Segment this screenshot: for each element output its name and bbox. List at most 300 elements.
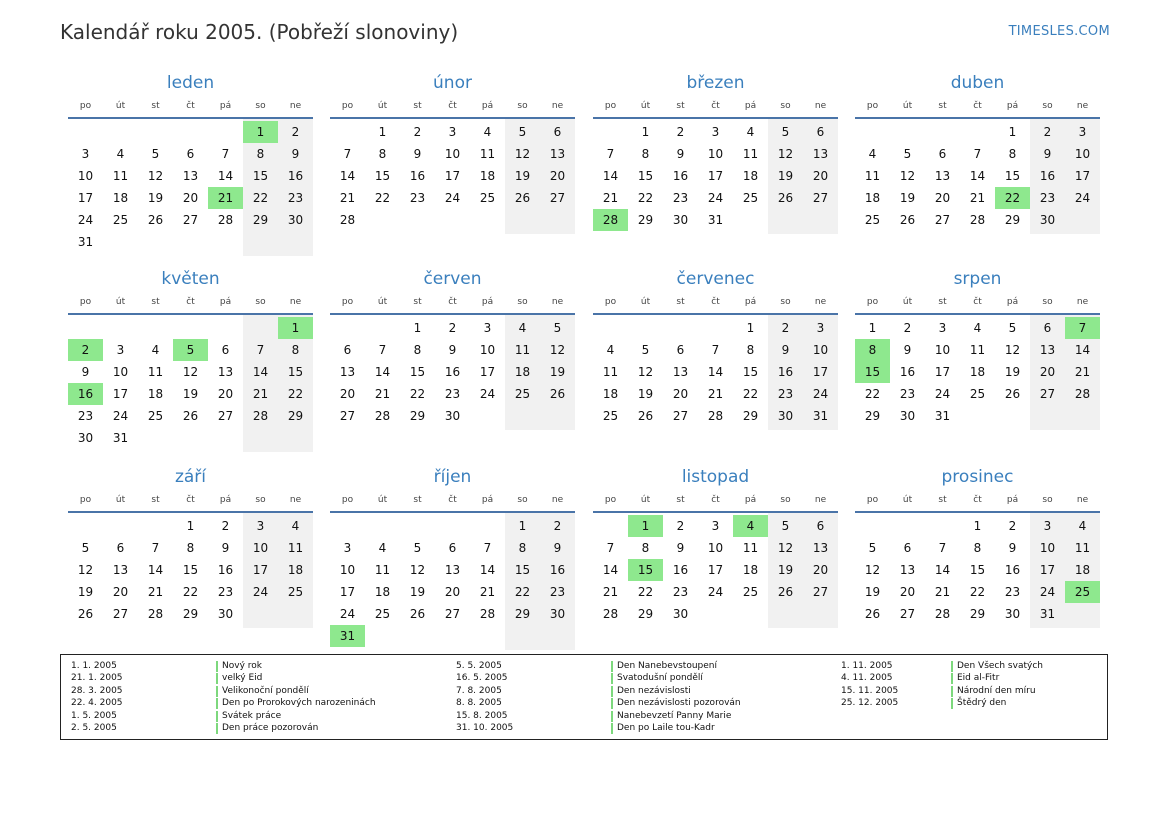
day-cell[interactable]: 22 <box>864 387 881 401</box>
day-cell[interactable]: 11 <box>112 169 129 183</box>
day-cell[interactable]: 14 <box>969 169 986 183</box>
day-cell[interactable]: 3 <box>483 321 492 335</box>
day-cell[interactable]: 23 <box>899 387 916 401</box>
day-cell[interactable]: 3 <box>711 519 720 533</box>
day-cell[interactable]: 29 <box>637 213 654 227</box>
day-cell[interactable]: 10 <box>252 541 269 555</box>
day-cell[interactable]: 1 <box>973 519 982 533</box>
day-cell[interactable]: 28 <box>707 409 724 423</box>
day-cell[interactable]: 20 <box>549 169 566 183</box>
day-cell[interactable]: 16 <box>287 169 304 183</box>
day-cell[interactable]: 3 <box>1078 125 1087 139</box>
day-cell[interactable]: 14 <box>339 169 356 183</box>
day-cell[interactable]: 16 <box>899 365 916 379</box>
day-cell[interactable]: 27 <box>112 607 129 621</box>
holiday-day-cell[interactable]: 28 <box>593 209 628 231</box>
day-cell[interactable]: 22 <box>514 585 531 599</box>
day-cell[interactable]: 23 <box>287 191 304 205</box>
day-cell[interactable]: 3 <box>116 343 125 357</box>
day-cell[interactable]: 19 <box>77 585 94 599</box>
day-cell[interactable]: 3 <box>711 125 720 139</box>
day-cell[interactable]: 20 <box>934 191 951 205</box>
day-cell[interactable]: 19 <box>147 191 164 205</box>
day-cell[interactable]: 4 <box>378 541 387 555</box>
day-cell[interactable]: 24 <box>252 585 269 599</box>
day-cell[interactable]: 26 <box>514 191 531 205</box>
day-cell[interactable]: 8 <box>186 541 195 555</box>
day-cell[interactable]: 16 <box>1039 169 1056 183</box>
day-cell[interactable]: 19 <box>409 585 426 599</box>
day-cell[interactable]: 9 <box>1043 147 1052 161</box>
day-cell[interactable]: 17 <box>479 365 496 379</box>
day-cell[interactable]: 24 <box>707 191 724 205</box>
holiday-day-cell[interactable]: 1 <box>628 515 663 537</box>
day-cell[interactable]: 13 <box>812 541 829 555</box>
day-cell[interactable]: 10 <box>112 365 129 379</box>
day-cell[interactable]: 13 <box>1039 343 1056 357</box>
day-cell[interactable]: 1 <box>746 321 755 335</box>
day-cell[interactable]: 18 <box>742 169 759 183</box>
day-cell[interactable]: 21 <box>147 585 164 599</box>
day-cell[interactable]: 14 <box>1074 343 1091 357</box>
day-cell[interactable]: 25 <box>374 607 391 621</box>
day-cell[interactable]: 21 <box>934 585 951 599</box>
holiday-day-cell[interactable]: 25 <box>1065 581 1100 603</box>
day-cell[interactable]: 25 <box>147 409 164 423</box>
day-cell[interactable]: 8 <box>378 147 387 161</box>
day-cell[interactable]: 22 <box>409 387 426 401</box>
day-cell[interactable]: 16 <box>1004 563 1021 577</box>
day-cell[interactable]: 15 <box>252 169 269 183</box>
day-cell[interactable]: 1 <box>1008 125 1017 139</box>
day-cell[interactable]: 13 <box>112 563 129 577</box>
day-cell[interactable]: 12 <box>514 147 531 161</box>
day-cell[interactable]: 20 <box>899 585 916 599</box>
day-cell[interactable]: 17 <box>1074 169 1091 183</box>
day-cell[interactable]: 10 <box>77 169 94 183</box>
day-cell[interactable]: 2 <box>1008 519 1017 533</box>
day-cell[interactable]: 21 <box>602 191 619 205</box>
day-cell[interactable]: 15 <box>182 563 199 577</box>
day-cell[interactable]: 7 <box>378 343 387 357</box>
day-cell[interactable]: 25 <box>969 387 986 401</box>
day-cell[interactable]: 16 <box>777 365 794 379</box>
day-cell[interactable]: 9 <box>676 147 685 161</box>
day-cell[interactable]: 8 <box>291 343 300 357</box>
day-cell[interactable]: 22 <box>374 191 391 205</box>
day-cell[interactable]: 13 <box>934 169 951 183</box>
day-cell[interactable]: 7 <box>973 147 982 161</box>
day-cell[interactable]: 2 <box>676 125 685 139</box>
day-cell[interactable]: 17 <box>707 563 724 577</box>
day-cell[interactable]: 10 <box>339 563 356 577</box>
day-cell[interactable]: 31 <box>707 213 724 227</box>
day-cell[interactable]: 17 <box>112 387 129 401</box>
day-cell[interactable]: 24 <box>707 585 724 599</box>
day-cell[interactable]: 26 <box>549 387 566 401</box>
day-cell[interactable]: 28 <box>1074 387 1091 401</box>
day-cell[interactable]: 11 <box>374 563 391 577</box>
day-cell[interactable]: 6 <box>221 343 230 357</box>
day-cell[interactable]: 14 <box>934 563 951 577</box>
day-cell[interactable]: 18 <box>1074 563 1091 577</box>
day-cell[interactable]: 8 <box>1008 147 1017 161</box>
day-cell[interactable]: 30 <box>444 409 461 423</box>
holiday-day-cell[interactable]: 15 <box>855 361 890 383</box>
day-cell[interactable]: 11 <box>864 169 881 183</box>
day-cell[interactable]: 1 <box>186 519 195 533</box>
day-cell[interactable]: 20 <box>812 169 829 183</box>
day-cell[interactable]: 28 <box>374 409 391 423</box>
day-cell[interactable]: 17 <box>77 191 94 205</box>
day-cell[interactable]: 23 <box>672 191 689 205</box>
day-cell[interactable]: 8 <box>256 147 265 161</box>
day-cell[interactable]: 6 <box>1043 321 1052 335</box>
day-cell[interactable]: 3 <box>938 321 947 335</box>
day-cell[interactable]: 5 <box>553 321 562 335</box>
day-cell[interactable]: 14 <box>602 563 619 577</box>
day-cell[interactable]: 20 <box>112 585 129 599</box>
day-cell[interactable]: 23 <box>1004 585 1021 599</box>
day-cell[interactable]: 6 <box>816 125 825 139</box>
day-cell[interactable]: 16 <box>217 563 234 577</box>
day-cell[interactable]: 20 <box>444 585 461 599</box>
day-cell[interactable]: 22 <box>742 387 759 401</box>
day-cell[interactable]: 19 <box>637 387 654 401</box>
day-cell[interactable]: 23 <box>217 585 234 599</box>
day-cell[interactable]: 6 <box>186 147 195 161</box>
day-cell[interactable]: 9 <box>448 343 457 357</box>
day-cell[interactable]: 12 <box>147 169 164 183</box>
day-cell[interactable]: 17 <box>339 585 356 599</box>
day-cell[interactable]: 9 <box>1008 541 1017 555</box>
day-cell[interactable]: 29 <box>182 607 199 621</box>
day-cell[interactable]: 19 <box>899 191 916 205</box>
day-cell[interactable]: 30 <box>777 409 794 423</box>
day-cell[interactable]: 9 <box>781 343 790 357</box>
holiday-day-cell[interactable]: 15 <box>628 559 663 581</box>
day-cell[interactable]: 4 <box>606 343 615 357</box>
day-cell[interactable]: 29 <box>409 409 426 423</box>
holiday-day-cell[interactable]: 7 <box>1065 317 1100 339</box>
day-cell[interactable]: 28 <box>339 213 356 227</box>
day-cell[interactable]: 24 <box>444 191 461 205</box>
day-cell[interactable]: 31 <box>934 409 951 423</box>
day-cell[interactable]: 9 <box>221 541 230 555</box>
day-cell[interactable]: 9 <box>553 541 562 555</box>
day-cell[interactable]: 5 <box>81 541 90 555</box>
day-cell[interactable]: 13 <box>899 563 916 577</box>
day-cell[interactable]: 3 <box>81 147 90 161</box>
day-cell[interactable]: 19 <box>514 169 531 183</box>
day-cell[interactable]: 15 <box>409 365 426 379</box>
day-cell[interactable]: 12 <box>182 365 199 379</box>
day-cell[interactable]: 26 <box>409 607 426 621</box>
holiday-day-cell[interactable]: 22 <box>995 187 1030 209</box>
day-cell[interactable]: 15 <box>287 365 304 379</box>
day-cell[interactable]: 7 <box>151 541 160 555</box>
day-cell[interactable]: 4 <box>483 125 492 139</box>
day-cell[interactable]: 6 <box>343 343 352 357</box>
day-cell[interactable]: 23 <box>777 387 794 401</box>
day-cell[interactable]: 15 <box>637 169 654 183</box>
day-cell[interactable]: 17 <box>1039 563 1056 577</box>
day-cell[interactable]: 12 <box>549 343 566 357</box>
day-cell[interactable]: 29 <box>252 213 269 227</box>
day-cell[interactable]: 20 <box>217 387 234 401</box>
day-cell[interactable]: 1 <box>378 125 387 139</box>
site-link[interactable]: TIMESLES.COM <box>1008 24 1110 39</box>
day-cell[interactable]: 18 <box>742 563 759 577</box>
day-cell[interactable]: 1 <box>868 321 877 335</box>
day-cell[interactable]: 20 <box>182 191 199 205</box>
day-cell[interactable]: 14 <box>252 365 269 379</box>
day-cell[interactable]: 29 <box>1004 213 1021 227</box>
day-cell[interactable]: 25 <box>602 409 619 423</box>
day-cell[interactable]: 4 <box>746 125 755 139</box>
day-cell[interactable]: 30 <box>899 409 916 423</box>
day-cell[interactable]: 6 <box>448 541 457 555</box>
day-cell[interactable]: 23 <box>549 585 566 599</box>
day-cell[interactable]: 18 <box>514 365 531 379</box>
day-cell[interactable]: 13 <box>672 365 689 379</box>
holiday-day-cell[interactable]: 4 <box>733 515 768 537</box>
day-cell[interactable]: 9 <box>903 343 912 357</box>
day-cell[interactable]: 13 <box>549 147 566 161</box>
day-cell[interactable]: 5 <box>641 343 650 357</box>
day-cell[interactable]: 27 <box>1039 387 1056 401</box>
day-cell[interactable]: 19 <box>1004 365 1021 379</box>
day-cell[interactable]: 14 <box>707 365 724 379</box>
day-cell[interactable]: 7 <box>711 343 720 357</box>
day-cell[interactable]: 7 <box>606 541 615 555</box>
day-cell[interactable]: 14 <box>374 365 391 379</box>
day-cell[interactable]: 8 <box>746 343 755 357</box>
day-cell[interactable]: 8 <box>518 541 527 555</box>
day-cell[interactable]: 8 <box>973 541 982 555</box>
day-cell[interactable]: 10 <box>479 343 496 357</box>
day-cell[interactable]: 12 <box>637 365 654 379</box>
day-cell[interactable]: 19 <box>182 387 199 401</box>
day-cell[interactable]: 28 <box>934 607 951 621</box>
day-cell[interactable]: 23 <box>77 409 94 423</box>
day-cell[interactable]: 10 <box>1039 541 1056 555</box>
day-cell[interactable]: 28 <box>969 213 986 227</box>
day-cell[interactable]: 8 <box>413 343 422 357</box>
day-cell[interactable]: 14 <box>479 563 496 577</box>
day-cell[interactable]: 21 <box>707 387 724 401</box>
day-cell[interactable]: 22 <box>252 191 269 205</box>
day-cell[interactable]: 19 <box>864 585 881 599</box>
day-cell[interactable]: 21 <box>969 191 986 205</box>
day-cell[interactable]: 25 <box>287 585 304 599</box>
day-cell[interactable]: 12 <box>1004 343 1021 357</box>
holiday-day-cell[interactable]: 21 <box>208 187 243 209</box>
day-cell[interactable]: 1 <box>641 125 650 139</box>
holiday-day-cell[interactable]: 16 <box>68 383 103 405</box>
day-cell[interactable]: 26 <box>1004 387 1021 401</box>
day-cell[interactable]: 23 <box>444 387 461 401</box>
day-cell[interactable]: 9 <box>291 147 300 161</box>
day-cell[interactable]: 27 <box>549 191 566 205</box>
day-cell[interactable]: 18 <box>602 387 619 401</box>
day-cell[interactable]: 6 <box>938 147 947 161</box>
day-cell[interactable]: 2 <box>553 519 562 533</box>
day-cell[interactable]: 6 <box>676 343 685 357</box>
day-cell[interactable]: 3 <box>343 541 352 555</box>
holiday-day-cell[interactable]: 5 <box>173 339 208 361</box>
day-cell[interactable]: 3 <box>816 321 825 335</box>
day-cell[interactable]: 22 <box>637 191 654 205</box>
day-cell[interactable]: 3 <box>448 125 457 139</box>
day-cell[interactable]: 29 <box>742 409 759 423</box>
day-cell[interactable]: 2 <box>781 321 790 335</box>
day-cell[interactable]: 26 <box>637 409 654 423</box>
day-cell[interactable]: 30 <box>1039 213 1056 227</box>
day-cell[interactable]: 27 <box>812 191 829 205</box>
day-cell[interactable]: 15 <box>742 365 759 379</box>
day-cell[interactable]: 11 <box>479 147 496 161</box>
day-cell[interactable]: 10 <box>1074 147 1091 161</box>
day-cell[interactable]: 22 <box>182 585 199 599</box>
day-cell[interactable]: 30 <box>287 213 304 227</box>
day-cell[interactable]: 26 <box>77 607 94 621</box>
day-cell[interactable]: 10 <box>812 343 829 357</box>
day-cell[interactable]: 6 <box>116 541 125 555</box>
day-cell[interactable]: 7 <box>938 541 947 555</box>
day-cell[interactable]: 5 <box>413 541 422 555</box>
day-cell[interactable]: 27 <box>339 409 356 423</box>
day-cell[interactable]: 7 <box>606 147 615 161</box>
day-cell[interactable]: 6 <box>903 541 912 555</box>
day-cell[interactable]: 6 <box>816 519 825 533</box>
day-cell[interactable]: 5 <box>151 147 160 161</box>
day-cell[interactable]: 8 <box>641 147 650 161</box>
day-cell[interactable]: 11 <box>514 343 531 357</box>
day-cell[interactable]: 17 <box>444 169 461 183</box>
day-cell[interactable]: 3 <box>256 519 265 533</box>
day-cell[interactable]: 29 <box>637 607 654 621</box>
day-cell[interactable]: 11 <box>602 365 619 379</box>
day-cell[interactable]: 9 <box>81 365 90 379</box>
day-cell[interactable]: 31 <box>112 431 129 445</box>
day-cell[interactable]: 16 <box>672 563 689 577</box>
day-cell[interactable]: 18 <box>374 585 391 599</box>
day-cell[interactable]: 12 <box>864 563 881 577</box>
day-cell[interactable]: 3 <box>1043 519 1052 533</box>
day-cell[interactable]: 5 <box>903 147 912 161</box>
day-cell[interactable]: 17 <box>252 563 269 577</box>
day-cell[interactable]: 30 <box>672 607 689 621</box>
day-cell[interactable]: 18 <box>112 191 129 205</box>
day-cell[interactable]: 21 <box>252 387 269 401</box>
day-cell[interactable]: 22 <box>969 585 986 599</box>
day-cell[interactable]: 20 <box>672 387 689 401</box>
day-cell[interactable]: 25 <box>514 387 531 401</box>
day-cell[interactable]: 30 <box>77 431 94 445</box>
day-cell[interactable]: 7 <box>221 147 230 161</box>
day-cell[interactable]: 10 <box>934 343 951 357</box>
day-cell[interactable]: 29 <box>969 607 986 621</box>
day-cell[interactable]: 2 <box>291 125 300 139</box>
day-cell[interactable]: 26 <box>147 213 164 227</box>
day-cell[interactable]: 4 <box>291 519 300 533</box>
day-cell[interactable]: 20 <box>1039 365 1056 379</box>
day-cell[interactable]: 31 <box>812 409 829 423</box>
day-cell[interactable]: 27 <box>444 607 461 621</box>
day-cell[interactable]: 26 <box>182 409 199 423</box>
day-cell[interactable]: 22 <box>637 585 654 599</box>
day-cell[interactable]: 21 <box>602 585 619 599</box>
day-cell[interactable]: 10 <box>444 147 461 161</box>
day-cell[interactable]: 22 <box>287 387 304 401</box>
day-cell[interactable]: 16 <box>444 365 461 379</box>
day-cell[interactable]: 12 <box>777 147 794 161</box>
day-cell[interactable]: 15 <box>514 563 531 577</box>
holiday-day-cell[interactable]: 1 <box>278 317 313 339</box>
day-cell[interactable]: 24 <box>479 387 496 401</box>
day-cell[interactable]: 16 <box>549 563 566 577</box>
day-cell[interactable]: 16 <box>672 169 689 183</box>
day-cell[interactable]: 24 <box>1039 585 1056 599</box>
day-cell[interactable]: 1 <box>518 519 527 533</box>
day-cell[interactable]: 21 <box>479 585 496 599</box>
day-cell[interactable]: 2 <box>221 519 230 533</box>
day-cell[interactable]: 28 <box>217 213 234 227</box>
day-cell[interactable]: 12 <box>899 169 916 183</box>
day-cell[interactable]: 21 <box>374 387 391 401</box>
day-cell[interactable]: 8 <box>641 541 650 555</box>
day-cell[interactable]: 24 <box>112 409 129 423</box>
day-cell[interactable]: 30 <box>217 607 234 621</box>
day-cell[interactable]: 31 <box>77 235 94 249</box>
day-cell[interactable]: 24 <box>1074 191 1091 205</box>
day-cell[interactable]: 13 <box>339 365 356 379</box>
day-cell[interactable]: 30 <box>1004 607 1021 621</box>
day-cell[interactable]: 13 <box>812 147 829 161</box>
day-cell[interactable]: 30 <box>672 213 689 227</box>
day-cell[interactable]: 29 <box>287 409 304 423</box>
day-cell[interactable]: 27 <box>899 607 916 621</box>
day-cell[interactable]: 4 <box>868 147 877 161</box>
day-cell[interactable]: 24 <box>812 387 829 401</box>
holiday-day-cell[interactable]: 2 <box>68 339 103 361</box>
day-cell[interactable]: 21 <box>1074 365 1091 379</box>
day-cell[interactable]: 5 <box>1008 321 1017 335</box>
day-cell[interactable]: 25 <box>864 213 881 227</box>
day-cell[interactable]: 4 <box>116 147 125 161</box>
day-cell[interactable]: 15 <box>1004 169 1021 183</box>
day-cell[interactable]: 20 <box>339 387 356 401</box>
day-cell[interactable]: 26 <box>899 213 916 227</box>
day-cell[interactable]: 31 <box>1039 607 1056 621</box>
day-cell[interactable]: 29 <box>514 607 531 621</box>
day-cell[interactable]: 28 <box>479 607 496 621</box>
day-cell[interactable]: 18 <box>147 387 164 401</box>
day-cell[interactable]: 25 <box>112 213 129 227</box>
day-cell[interactable]: 20 <box>812 563 829 577</box>
day-cell[interactable]: 26 <box>864 607 881 621</box>
day-cell[interactable]: 2 <box>903 321 912 335</box>
day-cell[interactable]: 24 <box>339 607 356 621</box>
day-cell[interactable]: 10 <box>707 147 724 161</box>
day-cell[interactable]: 7 <box>483 541 492 555</box>
day-cell[interactable]: 26 <box>777 191 794 205</box>
day-cell[interactable]: 5 <box>518 125 527 139</box>
day-cell[interactable]: 18 <box>479 169 496 183</box>
day-cell[interactable]: 2 <box>1043 125 1052 139</box>
day-cell[interactable]: 13 <box>217 365 234 379</box>
